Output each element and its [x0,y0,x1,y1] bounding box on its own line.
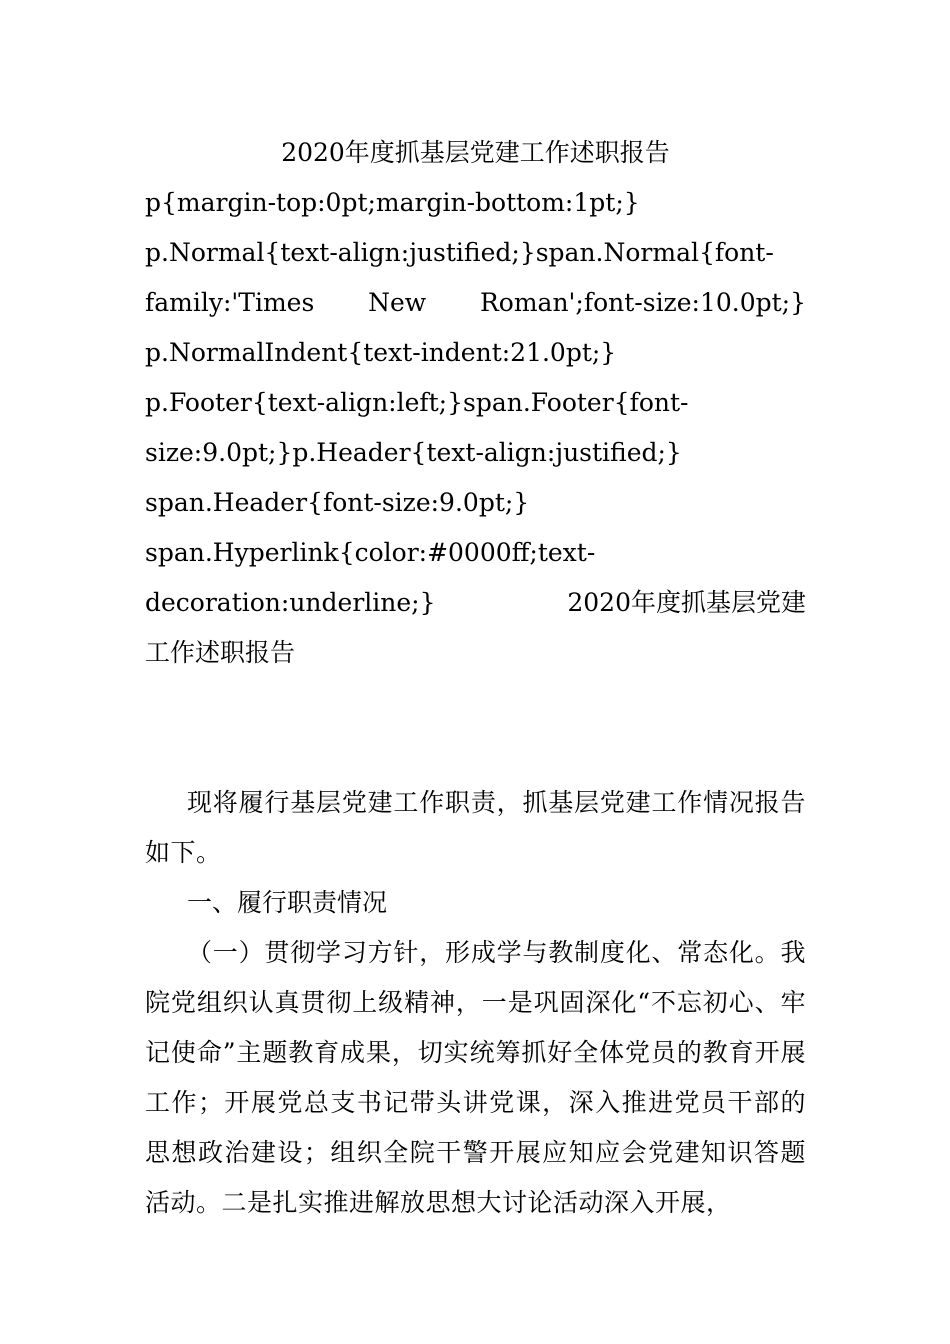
blank-gap [145,678,806,778]
css-line: p.NormalIndent{text-indent:21.0pt;} [145,338,617,367]
css-line: size:9.0pt;}p.Header{text-align:justified;} [145,438,682,467]
css-line [145,578,806,628]
css-word: family:'Times [145,288,315,317]
css-word: decoration:underline;} [145,588,436,617]
intro-paragraph: 现将履行基层党建工作职责，抓基层党建工作情况报告如下。 [145,788,806,867]
document-page [145,128,806,1228]
css-word: Roman';font-size:10.0pt;} [479,288,806,317]
css-line: p{margin-top:0pt;margin-bottom:1pt;} [145,188,640,217]
section-paragraph: （一）贯彻学习方针，形成学与教制度化、常态化。我院党组织认真贯彻上级精神，一是巩固深化“不忘初心、牢记使命”主题教育成果，切实统筹抓好全体党员的教育开展工作；开展党总支书记带头讲党课，深入推进党员干部的思想政治建设；组织全院干警开展应知应会党建知识答题活动。二是扎实推进解放思想大讨论活动深入开展， [145,938,806,1217]
repeated-title-end: 工作述职报告 [145,638,296,667]
section-heading: 一、履行职责情况 [187,888,388,917]
css-text-block [145,178,806,678]
css-line: span.Header{font-size:9.0pt;} [145,488,530,517]
css-line [145,278,806,328]
css-line: p.Footer{text-align:left;}span.Footer{font- [145,388,689,417]
css-line: span.Hyperlink{color:#0000ff;text- [145,538,596,567]
document-title: 2020年度抓基层党建工作述职报告 [281,138,670,167]
repeated-title-part: 2020年度抓基层党建 [567,588,806,617]
css-line: p.Normal{text-align:justified;}span.Normal{font- [145,238,774,267]
css-word: New [368,288,427,317]
